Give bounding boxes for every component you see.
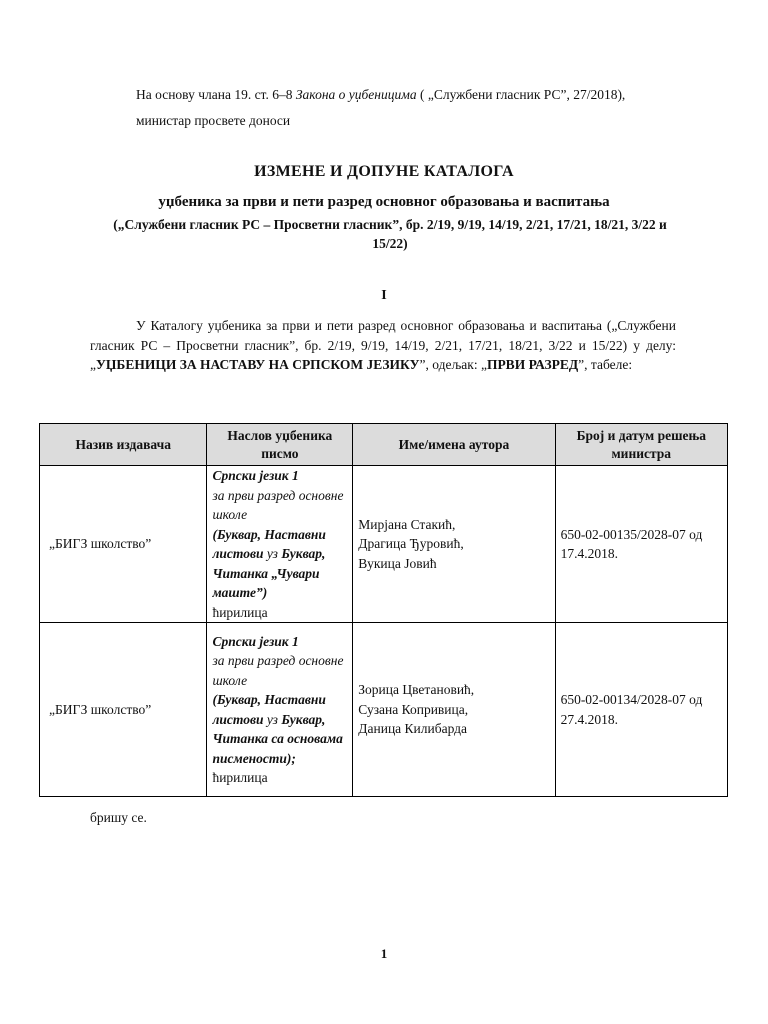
authors-cell [353,466,555,623]
page-number: 1 [380,946,388,961]
catalog-table [39,423,728,797]
table-header-row [40,424,728,466]
grade-line: за први разред основне школе [212,487,344,522]
script-type: ћирилица [212,770,268,785]
para-bold-section: УЏБЕНИЦИ ЗА НАСТАВУ НА СРПСКОМ ЈЕЗИКУ [96,357,420,372]
paren-open: ( [212,526,217,542]
para-text-c: ”, табеле: [578,357,633,372]
document-subtitle: уџбеника за први и пети разред основног образовања и васпитања [158,194,610,210]
header-decision: Број и датум решења министра [555,424,727,466]
decision-cell: 650-02-00135/2028-07 од 17.4.2018. [555,466,727,623]
book-title-cell [207,466,353,623]
book-parts-uz: уз [263,546,282,561]
author: Даница Килибарда [358,721,468,737]
book-parts-a: Буквар, Наставни листови [212,526,326,561]
author: Драгица Ђуровић, [358,536,464,552]
para-bold-grade: ПРВИ РАЗРЕД [486,357,579,372]
book-parts-a: Буквар, Наставни листови [212,692,326,727]
paren-open: ( [212,692,217,707]
intro-line-2: министар просвете доноси [136,113,291,128]
publisher-cell: „БИГЗ школство” [40,623,207,797]
book-title: Српски језик 1 [212,468,299,483]
document-title: ИЗМЕНЕ И ДОПУНЕ КАТАЛОГА [254,163,514,180]
closing-text: бришу се. [90,810,147,825]
book-parts-b: Буквар, Читанка са основама писмености); [212,711,343,766]
section-number: I [381,288,387,303]
header-publisher: Назив издавача [40,424,207,466]
author: Вукица Јовић [358,555,437,571]
intro-text-b: ( „Службени гласник РС”, 27/2018), [416,87,626,102]
gazette-reference: („Службени гласник РС – Просветни гласник”, бр. 2/19, 9/19, 14/19, 2/21, 17/21, 18/21, 3/22 и 15/22) [113,217,667,251]
para-text-b: ”, одељак: „ [419,357,487,372]
header-authors: Име/имена аутора [353,424,555,466]
publisher-cell: „БИГЗ школство” [40,466,207,623]
intro-text-a: На основу члана 19. ст. 6–8 [136,87,296,102]
para-text-a: У Каталогу уџбеника за први и пети разред основног образовања и васпитања („Службени гласник РС – Просветни гласник”, бр. 2/19, 9/19, 14/19, 2/21, 17/21, 18/21, 3/22 и 15/22) у делу: „ [90,318,676,372]
book-parts-uz: уз [263,711,282,727]
law-name: Закона о уџбеницима [295,87,417,102]
authors-cell [353,623,555,797]
section-paragraph [90,316,676,375]
decision-cell: 650-02-00134/2028-07 од 27.4.2018. [555,623,727,797]
table-row [40,466,728,623]
author: Сузана Копривица, [358,701,469,717]
intro-line-1 [136,86,625,104]
script-type: ћирилица [212,604,268,620]
author: Зорица Цветановић, [358,682,475,698]
book-parts-b: Буквар, Читанка „Чувари маште”) [212,546,326,600]
header-title: Наслов уџбеника писмо [207,424,353,466]
book-title-cell [207,623,353,797]
author: Мирјана Стакић, [358,516,456,532]
book-title: Српски језик 1 [212,633,299,649]
table-row [40,623,728,797]
grade-line: за први разред основне школе [212,653,344,688]
